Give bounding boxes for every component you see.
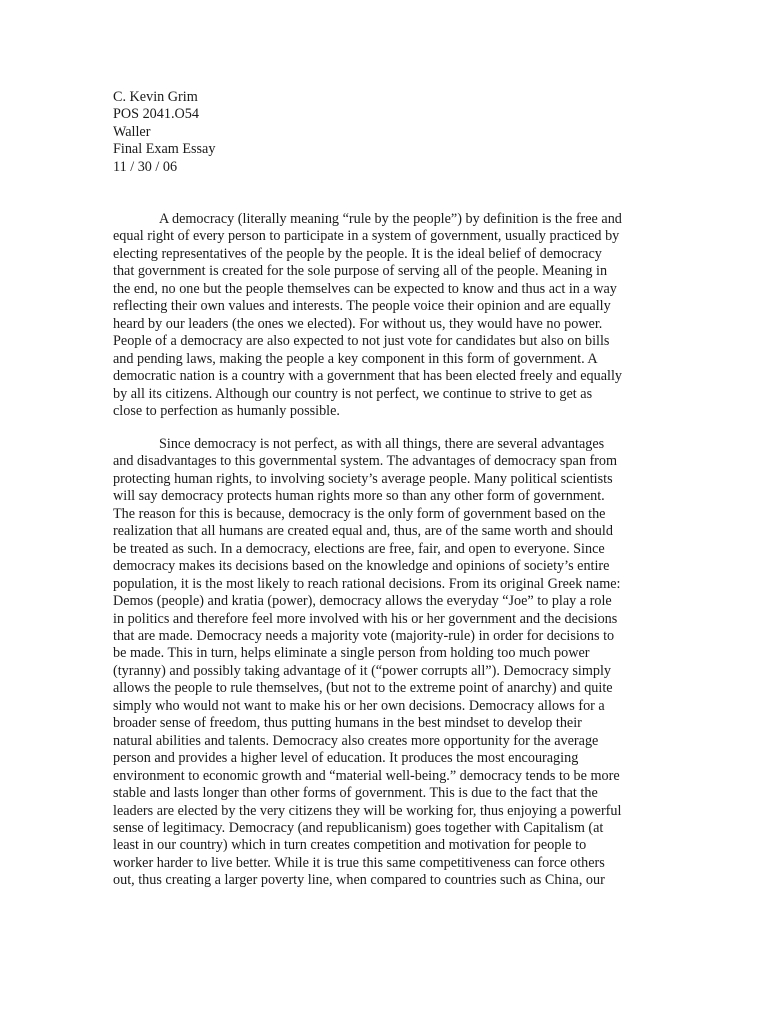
paragraph-line: and disadvantages to this governmental system. The advantages of democracy span from bbox=[113, 453, 618, 470]
paragraph-line: leaders are elected by the very citizens they will be working for, thus enjoying a powerful bbox=[113, 802, 622, 819]
paragraph-line: be made. This in turn, helps eliminate a single person from holding too much power bbox=[113, 645, 590, 662]
essay-date: 11 / 30 / 06 bbox=[113, 158, 178, 175]
essay-header bbox=[113, 89, 215, 176]
paragraph-line: sense of legitimacy. Democracy (and republicanism) goes together with Capitalism (at bbox=[113, 819, 604, 836]
paragraph-line: that are made. Democracy needs a majority vote (majority-rule) in order for decisions to bbox=[113, 627, 615, 644]
paragraph-line: out, thus creating a larger poverty line, when compared to countries such as China, our bbox=[113, 872, 605, 889]
paragraph-line: allows the people to rule themselves, (but not to the extreme point of anarchy) and quite bbox=[113, 680, 613, 697]
paragraph-line: stable and lasts longer than other forms of government. This is due to the fact that the bbox=[113, 785, 598, 802]
paragraph-1 bbox=[113, 211, 658, 420]
paragraph-line: population, it is the most likely to reach rational decisions. From its original Greek name: bbox=[113, 575, 621, 592]
paragraph-line: A democracy (literally meaning “rule by the people”) by definition is the free and bbox=[159, 211, 622, 227]
paragraph-line: natural abilities and talents. Democracy also creates more opportunity for the average bbox=[113, 732, 599, 749]
paragraph-line: reflecting their own values and interests. The people voice their opinion and are equally bbox=[113, 298, 611, 315]
paragraph-line: the end, no one but the people themselves can be expected to know and thus act in a way bbox=[113, 280, 617, 297]
course-code: POS 2041.O54 bbox=[113, 106, 199, 123]
paragraph-line: that government is created for the sole purpose of serving all of the people. Meaning in bbox=[113, 263, 608, 280]
paragraph-line: realization that all humans are created equal and, thus, are of the same worth and should bbox=[113, 523, 613, 540]
author-name: C. Kevin Grim bbox=[113, 89, 198, 105]
paragraph-line: close to perfection as humanly possible. bbox=[113, 402, 340, 419]
paragraph-line: The reason for this is because, democracy is the only form of government based on the bbox=[113, 505, 606, 522]
paragraph-line: environment to economic growth and “material well-being.” democracy tends to be more bbox=[113, 767, 620, 784]
assignment-title: Final Exam Essay bbox=[113, 141, 216, 158]
paragraph-line: heard by our leaders (the ones we elected). For without us, they would have no power. bbox=[113, 315, 603, 332]
paragraph-line: simply who would not want to make his or her own decisions. Democracy allows for a bbox=[113, 697, 605, 714]
paragraph-line: Demos (people) and kratia (power), democracy allows the everyday “Joe” to play a role bbox=[113, 593, 612, 610]
paragraph-line: Since democracy is not perfect, as with all things, there are several advantages bbox=[159, 436, 605, 452]
paragraph-line: broader sense of freedom, thus putting humans in the best mindset to develop their bbox=[113, 715, 582, 732]
paragraph-2 bbox=[113, 436, 658, 890]
paragraph-line: democratic nation is a country with a government that has been elected freely and equally bbox=[113, 368, 622, 385]
paragraph-line: worker harder to live better. While it is true this same competitiveness can force others bbox=[113, 854, 605, 871]
paragraph-line: equal right of every person to participate in a system of government, usually practiced by bbox=[113, 228, 620, 245]
paragraph-line: least in our country) which in turn creates competition and motivation for people to bbox=[113, 837, 587, 854]
paragraph-line: by all its citizens. Although our country is not perfect, we continue to strive to get as bbox=[113, 385, 593, 402]
paragraph-line: protecting human rights, to involving society’s average people. Many political scientists bbox=[113, 470, 613, 487]
paragraph-line: be treated as such. In a democracy, elections are free, fair, and open to everyone. Since bbox=[113, 540, 605, 557]
paragraph-line: electing representatives of the people by the people. It is the ideal belief of democracy bbox=[113, 245, 602, 262]
paragraph-line: (tyranny) and possibly taking advantage of it (“power corrupts all”). Democracy simply bbox=[113, 662, 611, 679]
paragraph-line: and pending laws, making the people a key component in this form of government. A bbox=[113, 350, 598, 367]
paragraph-line: will say democracy protects human rights more so than any other form of government. bbox=[113, 488, 605, 505]
paragraph-line: in politics and therefore feel more involved with his or her government and the decisions bbox=[113, 610, 618, 627]
paragraph-line: democracy makes its decisions based on the knowledge and opinions of society’s entire bbox=[113, 558, 610, 575]
paragraph-line: People of a democracy are also expected to not just vote for candidates but also on bills bbox=[113, 333, 610, 350]
instructor-name: Waller bbox=[113, 123, 151, 140]
paragraph-line: person and provides a higher level of education. It produces the most encouraging bbox=[113, 750, 579, 767]
